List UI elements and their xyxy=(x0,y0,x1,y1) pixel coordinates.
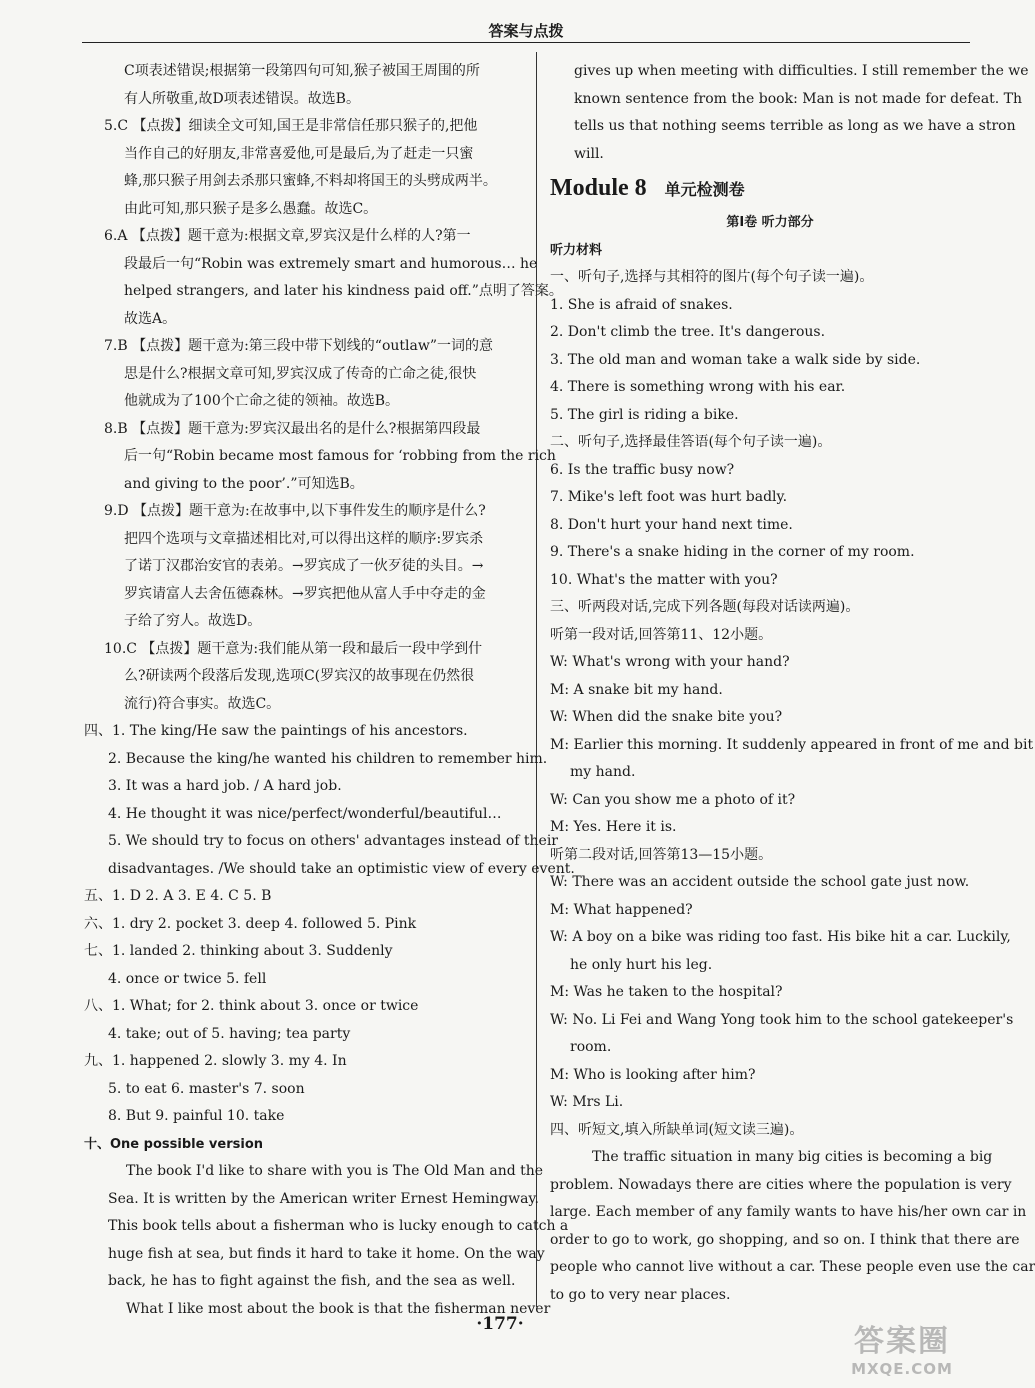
text-line: 思是什么?根据文章可知,罗宾汉成了传奇的亡命之徒,很快 xyxy=(124,365,477,382)
text-line: W: A boy on a bike was riding too fast. His bike hit a car. Luckily, xyxy=(550,929,1011,945)
text-line: W: Mrs Li. xyxy=(550,1094,624,1110)
text-line: C项表述错误;根据第一段第四句可知,猴子被国王周围的所 xyxy=(124,63,480,79)
text-line: and giving to the poor’.”可知选B。 xyxy=(124,475,364,492)
text-line: 6.A 【点拨】题干意为:根据文章,罗宾汉是什么样的人?第一 xyxy=(104,228,471,244)
text-line: 8.B 【点拨】题干意为:罗宾汉最出名的是什么?根据第四段最 xyxy=(104,420,481,437)
text-line: 听第一段对话,回答第11、12小题。 xyxy=(550,626,773,643)
text-line: gives up when meeting with difficulties. I still remember the we xyxy=(574,63,1029,79)
text-line: 六、1. dry 2. pocket 3. deep 4. followed 5. Pink xyxy=(84,915,417,932)
left-column xyxy=(84,58,575,1323)
text-line: problem. Nowadays there are cities where the population is very xyxy=(550,1176,1012,1193)
text-line: 3. It was a hard job. / A hard job. xyxy=(108,778,342,794)
text-line: 10. What's the matter with you? xyxy=(550,571,778,588)
right-column xyxy=(550,58,1035,1309)
text-line: 他就成为了100个亡命之徒的领袖。故选B。 xyxy=(124,393,400,409)
text-line: 了诺丁汉郡治安官的表弟。→罗宾成了一伙歹徒的头目。→ xyxy=(124,558,484,574)
text-line: 流行)符合事实。故选C。 xyxy=(124,695,281,712)
text-line: huge fish at sea, but finds it hard to take it home. On the way xyxy=(108,1245,545,1262)
text-line: M: Who is looking after him? xyxy=(550,1066,756,1083)
text-line: 5. We should try to focus on others' advantages instead of their xyxy=(108,833,558,849)
text-line: 1. She is afraid of snakes. xyxy=(550,296,733,313)
text-line: Sea. It is written by the American writer Ernest Hemingway. xyxy=(108,1190,539,1207)
text-line: 四、听短文,填入所缺单词(短文读三遍)。 xyxy=(550,1121,804,1138)
text-line: W: No. Li Fei and Wang Yong took him to the school gatekeeper's xyxy=(550,1011,1014,1028)
text-line: 9.D 【点拨】题干意为:在故事中,以下事件发生的顺序是什么? xyxy=(104,503,486,519)
watermark-line2: MXQE.COM xyxy=(851,1360,953,1378)
text-line: 5.C 【点拨】细读全文可知,国王是非常信任那只猴子的,把他 xyxy=(104,118,478,134)
text-line: M: What happened? xyxy=(550,901,693,918)
text-line: to go to very near places. xyxy=(550,1286,731,1303)
text-line: helped strangers, and later his kindness paid off.”点明了答案。 xyxy=(124,283,563,299)
text-line: known sentence from the book: Man is not made for defeat. Th xyxy=(574,90,1023,107)
text-line: room. xyxy=(570,1039,612,1055)
text-line: The book I'd like to share with you is The Old Man and the xyxy=(126,1163,544,1179)
text-line: 7.B 【点拨】题干意为:第三段中带下划线的“outlaw”一词的意 xyxy=(104,338,494,354)
text-line: people who cannot live without a car. These people even use the car xyxy=(550,1259,1035,1275)
text-line: back, he has to fight against the fish, and the sea as well. xyxy=(108,1273,516,1289)
text-line: The traffic situation in many big cities is becoming a big xyxy=(592,1149,993,1165)
header-title: 答案与点拨 xyxy=(488,22,564,40)
essay-continuation xyxy=(550,58,1029,168)
text-line: 9. There's a snake hiding in the corner of my room. xyxy=(550,544,915,560)
text-line: 听第二段对话,回答第13—15小题。 xyxy=(550,846,773,863)
text-line: 3. The old man and woman take a walk side by side. xyxy=(550,351,921,368)
text-line: 8. But 9. painful 10. take xyxy=(108,1108,285,1124)
text-line: 后一句“Robin became most famous for ‘robbing from the rich xyxy=(124,448,556,464)
text-line: 5. to eat 6. master's 7. soon xyxy=(108,1080,305,1097)
text-line: 段最后一句“Robin was extremely smart and humorous… he xyxy=(124,255,538,272)
text-line: 罗宾请富人去舍伍德森林。→罗宾把他从富人手中夺走的金 xyxy=(124,585,486,602)
text-line: my hand. xyxy=(570,764,636,780)
text-line: tells us that nothing seems terrible as long as we have a stron xyxy=(574,118,1016,134)
text-line: 二、听句子,选择最佳答语(每个句子读一遍)。 xyxy=(550,434,832,450)
text-line: W: There was an accident outside the school gate just now. xyxy=(550,874,970,890)
text-line: 4. once or twice 5. fell xyxy=(108,970,267,987)
text-line: 2. Because the king/he wanted his children to remember him. xyxy=(108,750,548,767)
text-line: 十、One possible version xyxy=(84,1136,264,1152)
text-line: 5. The girl is riding a bike. xyxy=(550,406,739,423)
text-line: W: Can you show me a photo of it? xyxy=(550,791,796,808)
module-subtitle: 单元检测卷 xyxy=(664,180,745,199)
section-title: 第Ⅰ卷 听力部分 xyxy=(726,215,814,230)
text-line: 当作自己的好朋友,非常喜爱他,可是最后,为了赶走一只蜜 xyxy=(124,145,474,162)
text-line: 八、1. What; for 2. think about 3. once or twice xyxy=(84,998,419,1014)
text-line: 7. Mike's left foot was hurt badly. xyxy=(550,489,788,505)
text-line: 三、听两段对话,完成下列各题(每段对话读两遍)。 xyxy=(550,599,860,615)
text-line: 四、1. The king/He saw the paintings of his ancestors. xyxy=(84,723,468,739)
text-line: 8. Don't hurt your hand next time. xyxy=(550,516,793,533)
text-line: M: Was he taken to the hospital? xyxy=(550,984,783,1000)
module-name: Module 8 xyxy=(550,175,647,201)
page-header xyxy=(82,20,970,43)
listening-label: 听力材料 xyxy=(550,242,603,258)
text-line: 蜂,那只猴子用剑去杀那只蜜蜂,不料却将国王的头劈成两半。 xyxy=(124,173,497,189)
text-line: 一、听句子,选择与其相符的图片(每个句子读一遍)。 xyxy=(550,269,874,285)
text-line: M: Earlier this morning. It suddenly appeared in front of me and bit xyxy=(550,736,1034,753)
text-line: 九、1. happened 2. slowly 3. my 4. In xyxy=(84,1053,347,1069)
listening-material xyxy=(550,264,1035,1309)
text-line: 五、1. D 2. A 3. E 4. C 5. B xyxy=(84,888,272,904)
text-line: M: A snake bit my hand. xyxy=(550,681,723,698)
text-line: 有人所敬重,故D项表述错误。故选B。 xyxy=(124,90,360,107)
text-line: 子给了穷人。故选D。 xyxy=(124,613,262,629)
text-line: M: Yes. Here it is. xyxy=(550,819,677,835)
module-heading xyxy=(550,170,990,209)
text-line: 么?研读两个段落后发现,选项C(罗宾汉的故事现在仍然很 xyxy=(124,668,475,684)
text-line: What I like most about the book is that the fisherman never xyxy=(126,1300,551,1317)
text-line: large. Each member of any family wants to have his/her own car in xyxy=(550,1204,1027,1220)
text-line: 故选A。 xyxy=(124,310,177,327)
watermark-logo xyxy=(822,1316,982,1378)
text-line: 七、1. landed 2. thinking about 3. Suddenly xyxy=(84,943,393,959)
text-line: 4. take; out of 5. having; tea party xyxy=(108,1025,351,1042)
text-line: 4. There is something wrong with his ear. xyxy=(550,379,846,395)
text-line: 6. Is the traffic busy now? xyxy=(550,461,735,478)
page-number: ·177· xyxy=(476,1314,524,1334)
watermark-line1: 答案圈 xyxy=(854,1324,950,1359)
text-line: 4. He thought it was nice/perfect/wonderful/beautiful… xyxy=(108,805,502,822)
text-line: This book tells about a fisherman who is lucky enough to catch a xyxy=(108,1218,569,1234)
text-line: 10.C 【点拨】题干意为:我们能从第一段和最后一段中学到什 xyxy=(104,640,483,657)
text-line: order to go to work, go shopping, and so on. I think that there are xyxy=(550,1231,1020,1248)
text-line: W: When did the snake bite you? xyxy=(550,709,783,725)
text-line: W: What's wrong with your hand? xyxy=(550,654,790,670)
text-line: 把四个选项与文章描述相比对,可以得出这样的顺序:罗宾杀 xyxy=(124,530,484,547)
text-line: 由此可知,那只猴子是多么愚蠢。故选C。 xyxy=(124,200,378,217)
column-divider xyxy=(536,52,537,1307)
text-line: will. xyxy=(574,145,604,162)
text-line: disadvantages. /We should take an optimistic view of every event. xyxy=(108,860,575,877)
text-line: 2. Don't climb the tree. It's dangerous. xyxy=(550,324,826,340)
text-line: he only hurt his leg. xyxy=(570,956,713,973)
